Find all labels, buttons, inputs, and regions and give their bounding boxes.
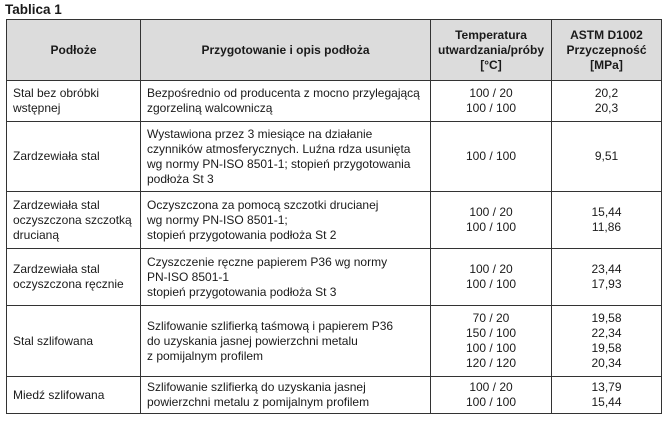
temperature-cell-line: 150 / 100 — [465, 326, 517, 340]
substrate-cell-line: Zardzewiała stal — [13, 149, 100, 163]
preparation-cell-line: PN-ISO 8501-1 — [147, 269, 230, 284]
preparation-cell-line: Szlifowanie szlifierką taśmową i papierem P36 — [147, 318, 394, 333]
strength-cell-line: 20,2 — [594, 86, 619, 100]
temperature-cell — [431, 122, 552, 192]
header-temperature: Temperatura utwardzania/próby [°C] — [431, 20, 552, 81]
data-table — [6, 19, 662, 414]
temperature-cell — [431, 192, 552, 249]
preparation-cell-line: zgorzeliną walcowniczą — [147, 101, 273, 115]
preparation-cell-line: wg normy PN-ISO 8501-1; — [147, 212, 288, 227]
temperature-cell — [431, 377, 552, 414]
temperature-cell-line: 100 / 20 — [469, 262, 513, 276]
strength-cell-line: 17,93 — [591, 277, 622, 291]
temperature-cell-line: 100 / 20 — [469, 86, 513, 100]
preparation-cell — [141, 377, 431, 414]
strength-cell-line: 13,79 — [591, 380, 622, 394]
temperature-cell-line: 70 / 20 — [472, 311, 510, 325]
strength-cell — [552, 377, 662, 414]
table-row — [7, 192, 662, 249]
strength-cell — [552, 249, 662, 306]
temperature-cell-line: 100 / 20 — [469, 380, 513, 394]
strength-cell — [552, 122, 662, 192]
preparation-cell-line: powierzchni metalu z pomijalnym profilem — [147, 395, 370, 409]
preparation-cell-line: stopień przygotowania podłoża St 2 — [147, 227, 337, 242]
preparation-cell — [141, 122, 431, 192]
strength-cell — [552, 192, 662, 249]
header-preparation: Przygotowanie i opis podłoża — [141, 20, 431, 81]
preparation-cell-line: Szlifowanie szlifierką do uzyskania jasnej — [147, 380, 366, 394]
preparation-cell-line: stopień przygotowania podłoża St 3 — [147, 284, 337, 299]
preparation-cell-line: Bezpośrednio od producenta z mocno przylegającą — [147, 86, 420, 100]
table-row — [7, 377, 662, 414]
table-row — [7, 306, 662, 377]
strength-cell-line: 20,3 — [594, 101, 619, 115]
preparation-cell-line: z pomijalnym profilem — [147, 348, 264, 363]
substrate-cell-line: wstępnej — [13, 101, 61, 115]
temperature-cell-line: 100 / 100 — [465, 101, 517, 115]
preparation-cell — [141, 81, 431, 122]
substrate-cell — [7, 249, 141, 306]
substrate-cell-line: drucianą — [13, 227, 60, 242]
table-row — [7, 81, 662, 122]
temperature-cell-line: 100 / 100 — [465, 277, 517, 291]
header-substrate: Podłoże — [7, 20, 141, 81]
strength-cell-line: 11,86 — [591, 220, 622, 234]
table-row — [7, 249, 662, 306]
strength-cell-line: 23,44 — [591, 262, 622, 276]
preparation-cell — [141, 192, 431, 249]
preparation-cell-line: do uzyskania jasnej powierzchni metalu — [147, 333, 358, 348]
temperature-cell-line: 100 / 100 — [465, 220, 517, 234]
temperature-cell — [431, 249, 552, 306]
preparation-cell-line: Wystawiona przez 3 miesiące na działanie — [147, 126, 373, 141]
temperature-cell-line: 100 / 100 — [465, 341, 517, 355]
strength-cell — [552, 81, 662, 122]
preparation-cell-line: wg normy PN-ISO 8501-1; stopień przygotowania — [147, 156, 411, 171]
substrate-cell — [7, 377, 141, 414]
temperature-cell — [431, 306, 552, 377]
strength-cell-line: 22,34 — [591, 326, 622, 340]
substrate-cell-line: Zardzewiała stal — [13, 262, 100, 276]
temperature-cell-line: 100 / 100 — [465, 149, 517, 163]
strength-cell-line: 20,34 — [591, 356, 622, 370]
table-title: Tablica 1 — [5, 2, 62, 17]
substrate-cell — [7, 192, 141, 249]
substrate-cell — [7, 306, 141, 377]
table-row — [7, 122, 662, 192]
temperature-cell-line: 120 / 120 — [465, 356, 517, 370]
preparation-cell-line: podłoża St 3 — [147, 171, 214, 186]
strength-cell-line: 19,58 — [591, 311, 622, 325]
strength-cell-line: 19,58 — [591, 341, 622, 355]
substrate-cell-line: oczyszczona ręcznie — [13, 277, 124, 291]
header-row — [7, 20, 662, 81]
strength-cell-line: 15,44 — [591, 395, 622, 409]
preparation-cell — [141, 249, 431, 306]
strength-cell — [552, 306, 662, 377]
substrate-cell-line: oczyszczona szczotką — [13, 212, 132, 227]
substrate-cell-line: Zardzewiała stal — [13, 197, 100, 212]
preparation-cell-line: Czyszczenie ręczne papierem P36 wg normy — [147, 254, 388, 269]
temperature-cell-line: 100 / 100 — [465, 395, 517, 409]
temperature-cell — [431, 81, 552, 122]
substrate-cell — [7, 81, 141, 122]
temperature-cell-line: 100 / 20 — [469, 205, 513, 219]
strength-cell-line: 9,51 — [594, 149, 619, 163]
preparation-cell-line: Oczyszczona za pomocą szczotki drucianej — [147, 197, 379, 212]
substrate-cell-line: Stal bez obróbki — [13, 86, 100, 100]
preparation-cell — [141, 306, 431, 377]
substrate-cell-line: Stal szlifowana — [13, 333, 94, 348]
strength-cell-line: 15,44 — [591, 205, 622, 219]
preparation-cell-line: czynników atmosferycznych. Luźna rdza usunięta — [147, 141, 411, 156]
substrate-cell — [7, 122, 141, 192]
substrate-cell-line: Miedź szlifowana — [13, 387, 105, 402]
header-strength: ASTM D1002 Przyczepność [MPa] — [552, 20, 662, 81]
